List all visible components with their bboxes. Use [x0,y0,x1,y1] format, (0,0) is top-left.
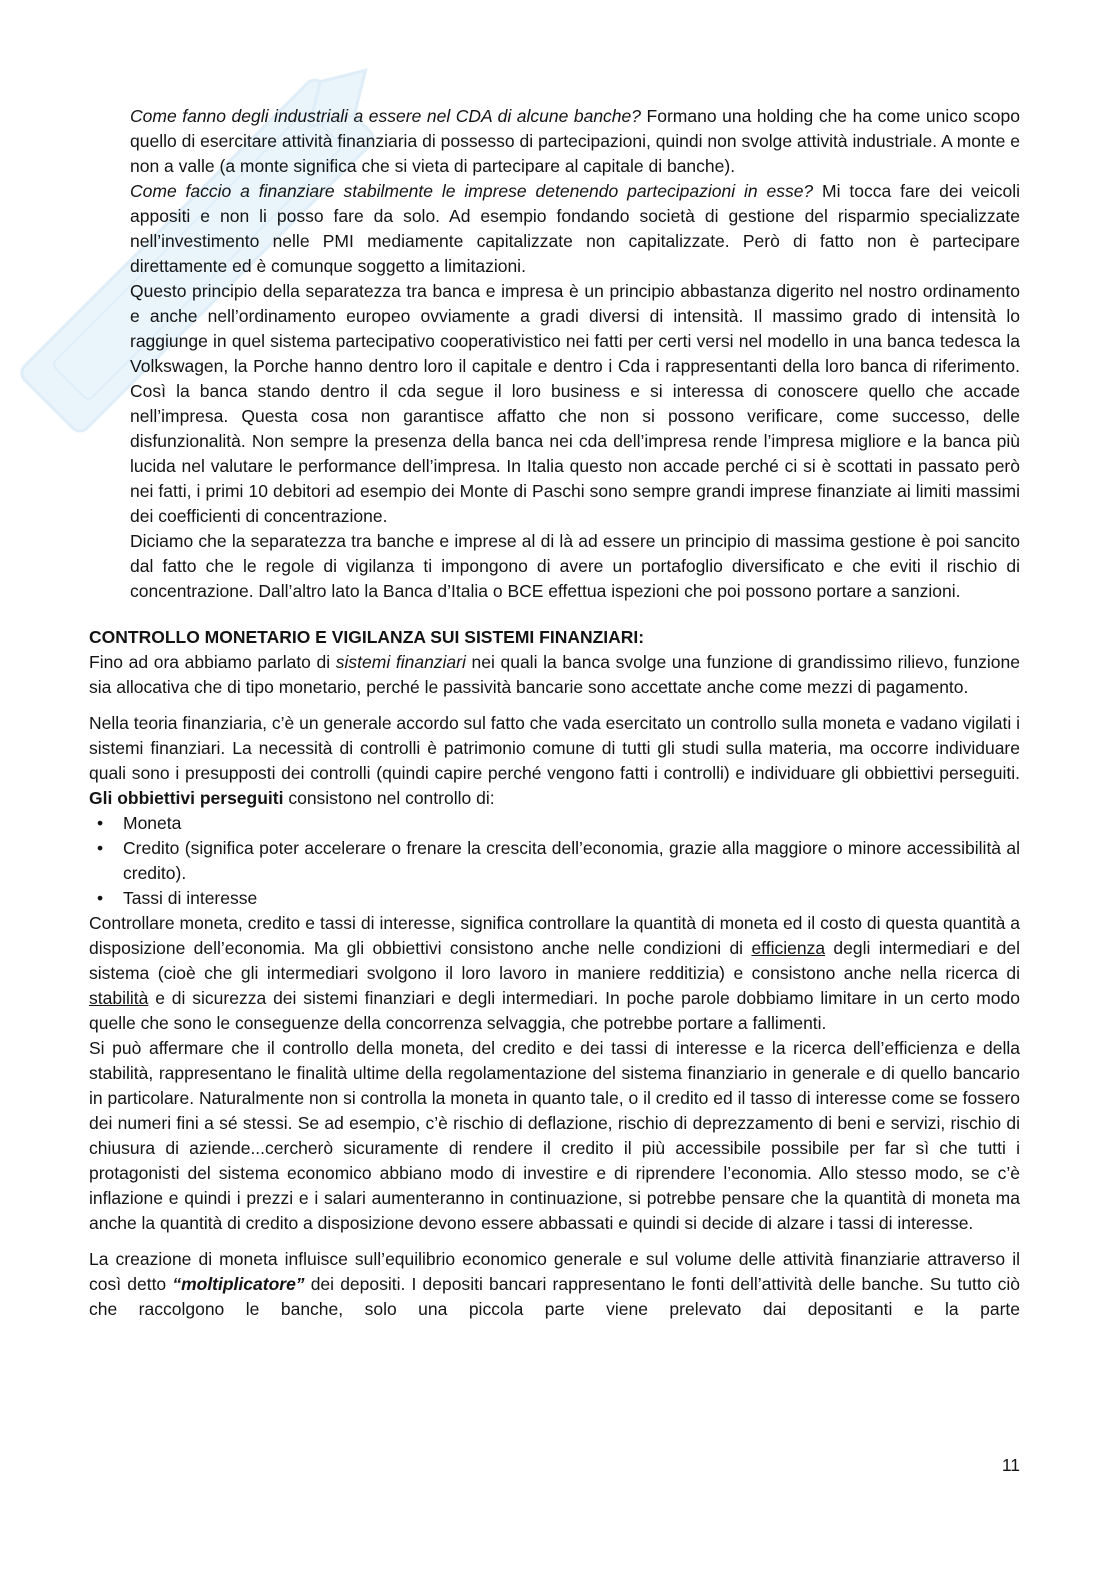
bullet-marker: • [97,813,104,833]
bullet-marker: • [97,888,104,908]
paragraph: Diciamo che la separatezza tra banche e imprese al di là ad essere un principio di massima gestione è poi sancito dal fatto che le regole di vigilanza ti impongono di avere un portafoglio diversificato e che eviti il rischio di concentrazione. Dall’altro lato la Banca d’Italia o BCE effettua ispezioni che poi possono portare a sanzioni. [130,531,1020,601]
underlined-term: stabilità [89,988,149,1008]
paragraph-text: consistono nel controllo di: [283,788,495,808]
page-number: 11 [1001,1455,1020,1475]
paragraph-text: degli intermediari e del sistema (cioè che gli intermediari svolgono il loro lavoro in maniere redditizia) e consistono anche nella ricerca di [89,938,1020,983]
list-item [89,836,1020,886]
paragraph-text: Controllare moneta, credito e tassi di interesse, significa controllare la quantità di moneta ed il costo di questa quantità a disposizione dell’economia. Ma gli obbiettivi consistono anche nelle condizioni di [89,913,1020,958]
paragraph-text: nei quali la banca svolge una funzione di grandissimo rilievo, funzione sia allocativa che di tipo monetario, perché le passività bancarie sono accettate anche come mezzi di pagamento. [89,652,1020,697]
paragraph: Questo principio della separatezza tra banca e impresa è un principio abbastanza digerito nel nostro ordinamento e anche nell’ordinamento europeo ovviamente a gradi diversi di intensità. Il massimo grado di intensità lo raggiunge in quel sistema partecipativo cooperativistico nei fatti per certi versi nel modello in una banca tedesca la Volkswagen, la Porche hanno dentro loro il capitale e dentro i Cda i rappresentanti della loro banca di riferimento. Così la banca stando dentro il cda segue il loro business e si interessa di conoscere quello che accade nell’impresa. Questa cosa non garantisce affatto che non si possono verificare, come successo, delle disfunzionalità. Non sempre la presenza della banca nei cda dell’impresa rende l’impresa migliore e la banca più lucida nel valutare le performance dell’impresa. In Italia questo non accade perché ci si è scottati in passato però nei fatti, i primi 10 debitori ad esempio dei Monte di Paschi sono sempre grandi imprese finanziate ai limiti massimi dei coefficienti di concentrazione. [130,281,1020,526]
italic-term: sistemi finanziari [335,652,466,672]
paragraph [130,179,1020,279]
section-heading: CONTROLLO MONETARIO E VIGILANZA SUI SISTEMI FINANZIARI: [89,627,645,647]
list-item [89,811,1020,836]
paragraph-text: Mi tocca fare dei veicoli appositi e non li posso fare da solo. Ad esempio fondando società di gestione del risparmio specializzate nell’investimento nelle PMI mediamente capitalizzate non capitalizzate. Però di fatto non è partecipare direttamente ed è comunque soggetto a limitazioni. [130,181,1020,276]
paragraph [130,104,1020,179]
paragraph [89,1247,1020,1322]
paragraph-text: Fino ad ora abbiamo parlato di [89,652,336,672]
list-item-text: Tassi di interesse [123,888,258,908]
bold-italic-term: “moltiplicatore” [172,1274,305,1294]
paragraph [89,711,1020,811]
list-item-text: Moneta [123,813,182,833]
paragraph-text: Nella teoria finanziaria, c’è un generale accordo sul fatto che vada esercitato un controllo sulla moneta e vadano vigilati i sistemi finanziari. La necessità di controlli è patrimonio comune di tutti gli studi sulla materia, ma occorre individuare quali sono i presupposti dei controlli (quindi capire perché vengono fatti i controlli) e individuare gli obbiettivi perseguiti. [89,713,1020,783]
paragraph-text: Formano una holding che ha come unico scopo quello di esercitare attività finanziaria di possesso di partecipazioni, quindi non svolge attività industriale. A monte e non a valle (a monte significa che si vieta di partecipare al capitale di banche). [130,106,1020,176]
italic-question: Come fanno degli industriali a essere nel CDA di alcune banche? [130,106,641,126]
list-item-text: Credito (significa poter accelerare o frenare la crescita dell’economia, grazie alla maggiore o minore accessibilità al credito). [123,838,1020,883]
page-body [89,104,1020,1322]
underlined-term: efficienza [751,938,826,958]
paragraph [89,650,1020,700]
bullet-list [89,811,1020,911]
italic-question: Come faccio a finanziare stabilmente le imprese detenendo partecipazioni in esse? [130,181,814,201]
paragraph-text: La creazione di moneta influisce sull’equilibrio economico generale e sul volume delle attività finanziarie attraverso il così detto [89,1249,1020,1294]
bold-term: Gli obbiettivi perseguiti [89,788,284,808]
indented-section [89,104,1020,604]
paragraph-text: e di sicurezza dei sistemi finanziari e degli intermediari. In poche parole dobbiamo limitare in un certo modo quelle che sono le conseguenze della concorrenza selvaggia, che potrebbe portare a fallimenti. [89,988,1020,1033]
paragraph-text: dei depositi. I depositi bancari rappresentano le fonti dell’attività delle banche. Su tutto ciò che raccolgono le banche, solo una piccola parte viene prelevato dai depositanti e la parte [89,1274,1020,1319]
list-item [89,886,1020,911]
paragraph [89,911,1020,1036]
bullet-marker: • [97,838,104,858]
paragraph: Si può affermare che il controllo della moneta, del credito e dei tassi di interesse e la ricerca dell’efficienza e della stabilità, rappresentano le finalità ultime della regolamentazione del sistema finanziario in generale e di quello bancario in particolare. Naturalmente non si controlla la moneta in quanto tale, o il credito ed il tasso di interesse come se fossero dei numeri fini a sé stessi. Se ad esempio, c’è rischio di deflazione, rischio di deprezzamento di beni e servizi, rischio di chiusura di aziende...cercherò sicuramente di rendere il credito il più accessibile possibile per far sì che tutti i protagonisti del sistema economico abbiano modo di investire e di riprendere l’economia. Allo stesso modo, se c’è inflazione e quindi i prezzi e i salari aumenteranno in continuazione, si potrebbe pensare che la quantità di moneta ma anche la quantità di credito a disposizione devono essere abbassati e quindi si decide di alzare i tassi di interesse. [89,1038,1020,1233]
